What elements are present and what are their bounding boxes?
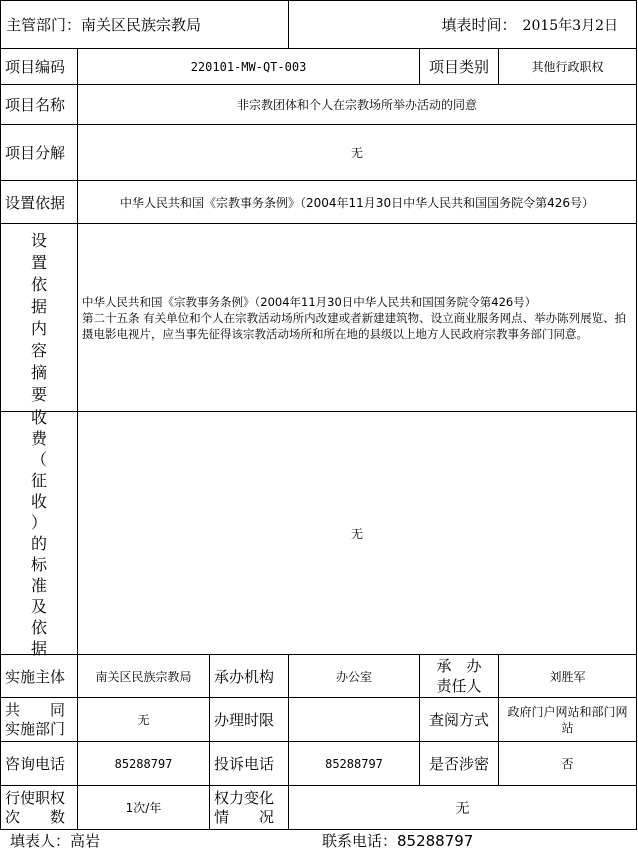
category-label bbox=[420, 49, 498, 84]
count-value-text: 1次/年 bbox=[125, 801, 162, 815]
fees-value bbox=[78, 412, 636, 654]
category-value-text: 其他行政职权 bbox=[531, 60, 604, 74]
time-label-text: 办理时限 bbox=[214, 711, 275, 729]
basis-value-text: 中华人民共和国《宗教事务条例》（2004年11月30日中华人民共和国国务院令第426号） bbox=[120, 195, 594, 210]
fees-label bbox=[1, 408, 77, 658]
org-label bbox=[210, 655, 288, 697]
count-value bbox=[78, 786, 209, 829]
basis-label-text: 设置依据 bbox=[5, 193, 66, 212]
name-value-text: 非宗教团体和个人在宗教场所举办活动的同意 bbox=[236, 98, 477, 112]
fees-label-char: 收 bbox=[30, 492, 47, 511]
dept-header bbox=[1, 1, 288, 48]
summary-label-char: 容 bbox=[30, 340, 47, 360]
query-label-text: 查阅方式 bbox=[428, 711, 489, 729]
resp-label-line2: 责任人 bbox=[436, 677, 482, 695]
fees-label-char: 准 bbox=[30, 576, 47, 595]
date-label: 填表时间： bbox=[441, 16, 517, 34]
breakdown-label-text: 项目分解 bbox=[5, 144, 66, 162]
phone-value-text: 85288797 bbox=[114, 756, 173, 771]
contact-label-text: 联系电话：85288797 bbox=[322, 832, 474, 850]
impl-label-text: 实施主体 bbox=[5, 667, 66, 686]
fees-label-char: 费 bbox=[30, 429, 47, 448]
summary-label-char: 要 bbox=[30, 384, 47, 404]
contact-label bbox=[322, 831, 582, 851]
summary-label bbox=[1, 224, 77, 411]
fees-value-text: 无 bbox=[350, 526, 363, 541]
basis-label bbox=[1, 181, 77, 223]
code-value-text: 220101-MW-QT-003 bbox=[190, 59, 307, 74]
change-label-line1: 权力变化 bbox=[214, 788, 275, 807]
code-label bbox=[1, 49, 77, 84]
name-label-text: 项目名称 bbox=[5, 96, 66, 114]
date-value: 2015年3月2日 bbox=[522, 17, 618, 34]
query-value-text: 政府门户网站和部门网站 bbox=[507, 704, 628, 735]
summary-value bbox=[78, 224, 636, 411]
date-header bbox=[289, 1, 636, 48]
resp-label bbox=[420, 655, 498, 697]
count-label-line2: 次 数 bbox=[5, 807, 66, 826]
code-value bbox=[78, 49, 419, 84]
org-label-text: 承办机构 bbox=[214, 667, 275, 686]
summary-label-char: 摘 bbox=[30, 362, 47, 382]
impl-label bbox=[1, 655, 77, 697]
h-line bbox=[0, 829, 637, 830]
resp-value-text: 刘胜军 bbox=[549, 669, 586, 684]
org-value bbox=[289, 655, 419, 697]
fees-label-char: 标 bbox=[30, 555, 47, 574]
impl-value-text: 南关区民族宗教局 bbox=[95, 669, 192, 684]
time-label bbox=[210, 698, 288, 741]
name-value bbox=[78, 85, 636, 124]
category-value bbox=[499, 49, 636, 84]
org-value-text: 办公室 bbox=[335, 669, 372, 684]
name-label bbox=[1, 85, 77, 124]
fees-label-char: 依 bbox=[30, 618, 47, 637]
joint-label-line2: 实施部门 bbox=[5, 719, 66, 738]
phone-label bbox=[1, 742, 77, 785]
complaint-value-text: 85288797 bbox=[325, 756, 383, 771]
resp-label-line1: 承 办 bbox=[436, 657, 482, 675]
query-label bbox=[420, 698, 498, 741]
secret-label-text: 是否涉密 bbox=[428, 755, 489, 773]
secret-value-text: 否 bbox=[561, 757, 574, 771]
secret-label bbox=[420, 742, 498, 785]
breakdown-label bbox=[1, 125, 77, 180]
breakdown-value bbox=[78, 125, 636, 180]
summary-line-basis: 中华人民共和国《宗教事务条例》（2004年11月30日中华人民共和国国务院令第426号） bbox=[82, 294, 537, 309]
phone-value bbox=[78, 742, 209, 785]
filler-label bbox=[10, 831, 210, 851]
fees-label-char: 征 bbox=[30, 471, 47, 490]
fees-label-char: 的 bbox=[30, 534, 47, 553]
time-value bbox=[289, 698, 419, 741]
joint-value bbox=[78, 698, 209, 741]
summary-label-char: 置 bbox=[30, 252, 47, 272]
secret-value bbox=[499, 742, 636, 785]
count-label bbox=[1, 786, 77, 829]
v-line bbox=[636, 0, 637, 830]
fees-label-char: （ bbox=[30, 450, 47, 469]
phone-label-text: 咨询电话 bbox=[5, 755, 66, 773]
joint-label bbox=[1, 698, 77, 741]
change-value bbox=[289, 786, 636, 829]
change-label-line2: 情 况 bbox=[214, 807, 275, 826]
joint-label-line1: 共 同 bbox=[5, 700, 66, 719]
impl-value bbox=[78, 655, 209, 697]
query-value bbox=[499, 698, 636, 741]
complaint-value bbox=[289, 742, 419, 785]
dept-label: 主管部门：南关区民族宗教局 bbox=[6, 16, 202, 34]
summary-label-char: 设 bbox=[30, 230, 47, 250]
summary-label-char: 内 bbox=[30, 318, 47, 338]
complaint-label-text: 投诉电话 bbox=[214, 755, 275, 773]
joint-value-text: 无 bbox=[137, 713, 150, 727]
count-label-line1: 行使职权 bbox=[5, 788, 66, 807]
summary-label-char: 据 bbox=[30, 296, 47, 316]
filler-label-text: 填表人：高岩 bbox=[10, 832, 101, 850]
basis-value bbox=[78, 181, 636, 223]
change-value-text: 无 bbox=[455, 800, 470, 817]
summary-label-char: 依 bbox=[30, 274, 47, 294]
breakdown-value-text: 无 bbox=[350, 146, 363, 160]
fees-label-char: 据 bbox=[30, 639, 47, 658]
resp-value bbox=[499, 655, 636, 697]
fees-label-char: ） bbox=[30, 513, 47, 532]
fees-label-char: 及 bbox=[30, 597, 47, 616]
complaint-label bbox=[210, 742, 288, 785]
summary-line-article: 第二十五条 有关单位和个人在宗教活动场所内改建或者新建建筑物、设立商业服务网点、举办陈列展览、拍摄电影电视片，应当事先征得该宗教活动场所和所在地的县级以上地方人民政府宗教事务部门同意。 bbox=[82, 310, 627, 341]
fees-label-char: 收 bbox=[30, 408, 47, 427]
code-label-text: 项目编码 bbox=[5, 58, 66, 76]
change-label bbox=[210, 786, 288, 829]
category-label-text: 项目类别 bbox=[428, 58, 489, 76]
